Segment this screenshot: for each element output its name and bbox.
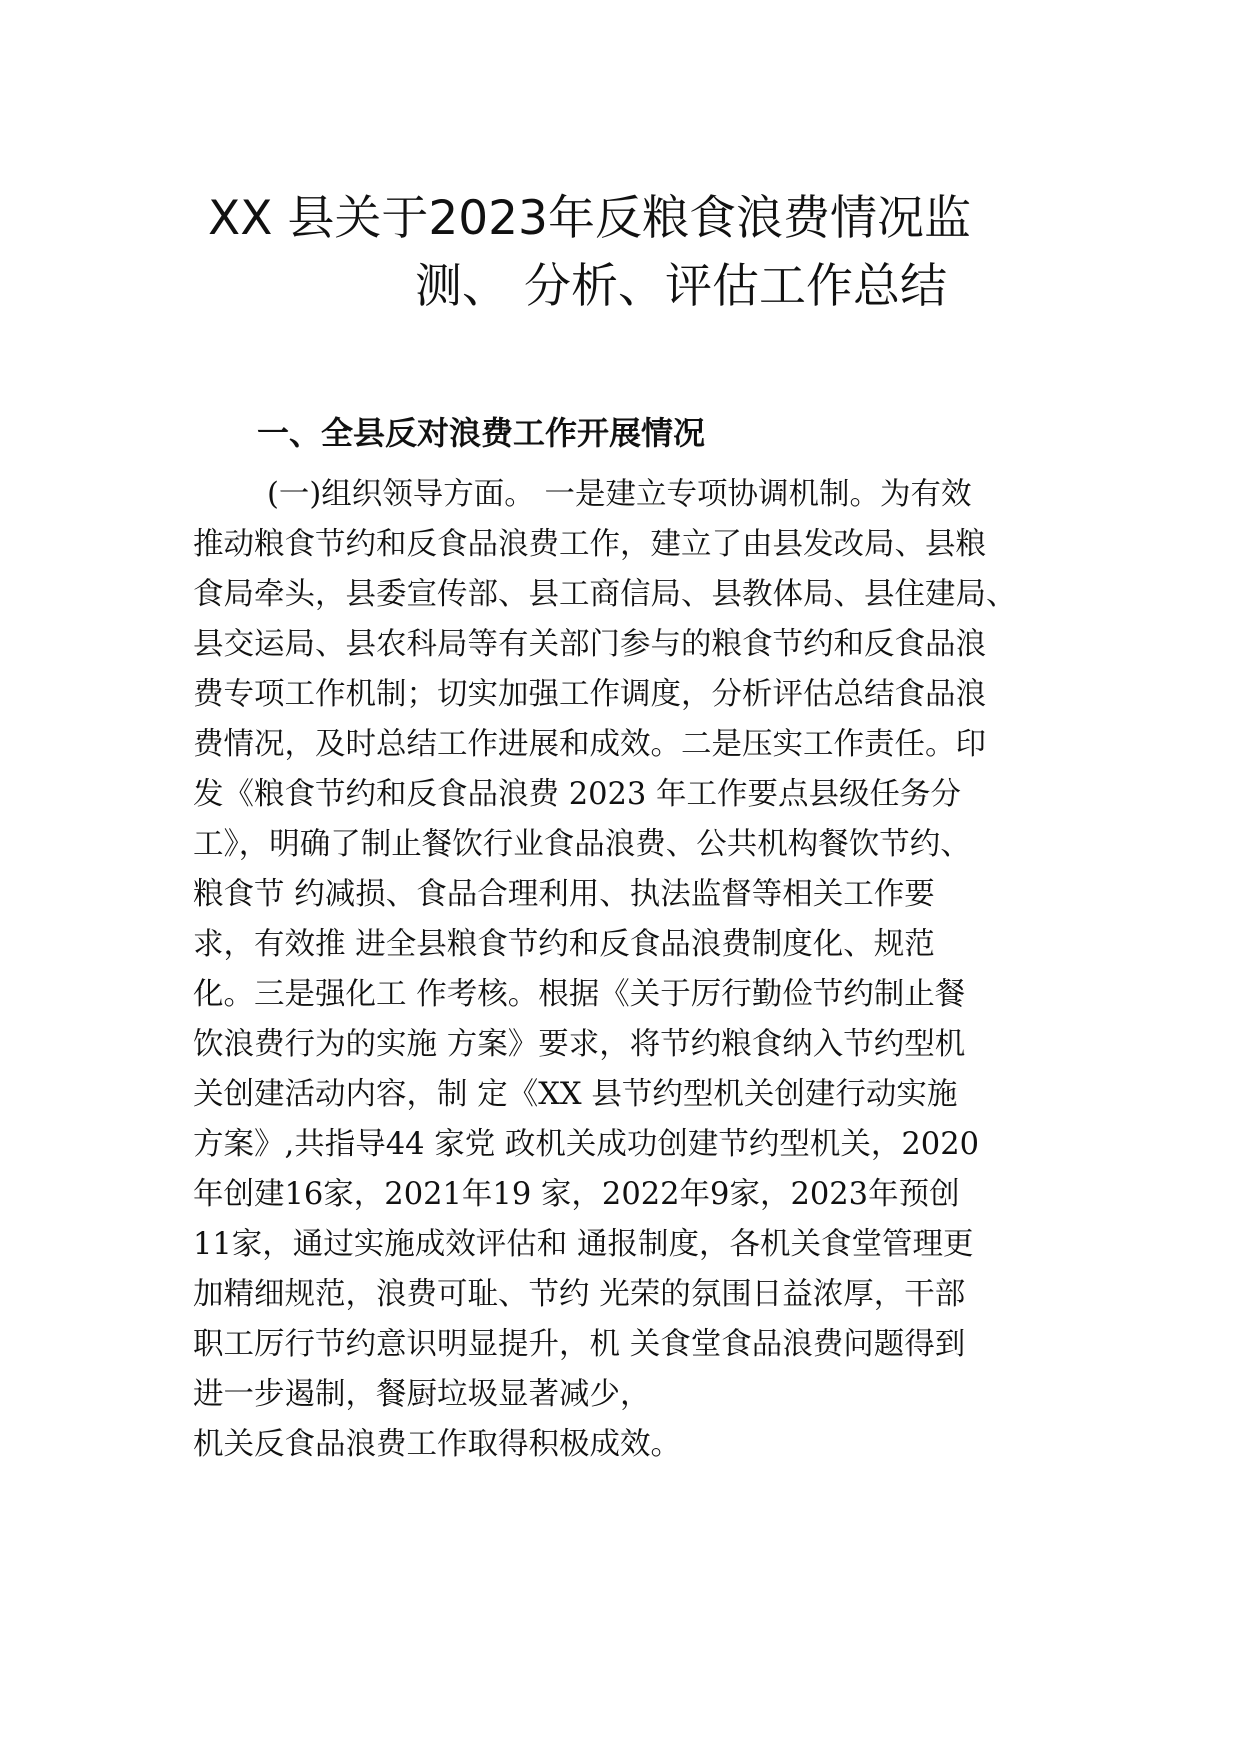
paragraph-line: 11家，通过实施成效评估和 通报制度，各机关食堂管理更 bbox=[193, 1227, 974, 1262]
paragraph-line: 推动粮食节约和反食品浪费工作，建立了由县发改局、县粮 bbox=[193, 527, 986, 562]
paragraph-line: 方案》,共指导44 家党 政机关成功创建节约型机关，2020 bbox=[193, 1127, 980, 1162]
paragraph-line: 年创建16家，2021年19 家，2022年9家，2023年预创 bbox=[193, 1177, 960, 1212]
paragraph-line: 粮食节 约减损、食品合理利用、执法监督等相关工作要 bbox=[193, 877, 935, 912]
document-title-line-2: 测、 分析、评估工作总结 bbox=[415, 259, 947, 314]
section-heading: 一、全县反对浪费工作开展情况 bbox=[257, 414, 706, 452]
paragraph-line: 化。三是强化工 作考核。根据《关于厉行勤俭节约制止餐 bbox=[193, 977, 966, 1012]
paragraph-line: 求，有效推 进全县粮食节约和反食品浪费制度化、规范 bbox=[193, 927, 935, 962]
paragraph-line: (一)组织领导方面。 一是建立专项协调机制。为有效 bbox=[267, 477, 972, 512]
paragraph-line: 发《粮食节约和反食品浪费 2023 年工作要点县级任务分 bbox=[193, 777, 962, 812]
paragraph-line: 县交运局、县农科局等有关部门参与的粮食节约和反食品浪 bbox=[193, 627, 986, 662]
paragraph-line: 关创建活动内容，制 定《XX 县节约型机关创建行动实施 bbox=[193, 1077, 958, 1112]
document-title-line-1: XX 县关于2023年反粮食浪费情况监 bbox=[208, 191, 971, 246]
paragraph-line: 加精细规范，浪费可耻、节约 光荣的氛围日益浓厚，干部 bbox=[193, 1277, 966, 1312]
paragraph-line: 食局牵头，县委宣传部、县工商信局、县教体局、县住建局、 bbox=[193, 577, 1017, 612]
paragraph-line: 进一步遏制，餐厨垃圾显著减少， bbox=[193, 1377, 651, 1412]
paragraph-line: 费专项工作机制；切实加强工作调度，分析评估总结食品浪 bbox=[193, 677, 986, 712]
paragraph-line: 机关反食品浪费工作取得积极成效。 bbox=[193, 1427, 681, 1462]
paragraph-line: 费情况，及时总结工作进展和成效。二是压实工作责任。印 bbox=[193, 727, 986, 762]
paragraph-line: 工》，明确了制止餐饮行业食品浪费、公共机构餐饮节约、 bbox=[193, 827, 971, 862]
paragraph-line: 职工厉行节约意识明显提升，机 关食堂食品浪费问题得到 bbox=[193, 1327, 966, 1362]
paragraph-line: 饮浪费行为的实施 方案》要求，将节约粮食纳入节约型机 bbox=[193, 1027, 966, 1062]
